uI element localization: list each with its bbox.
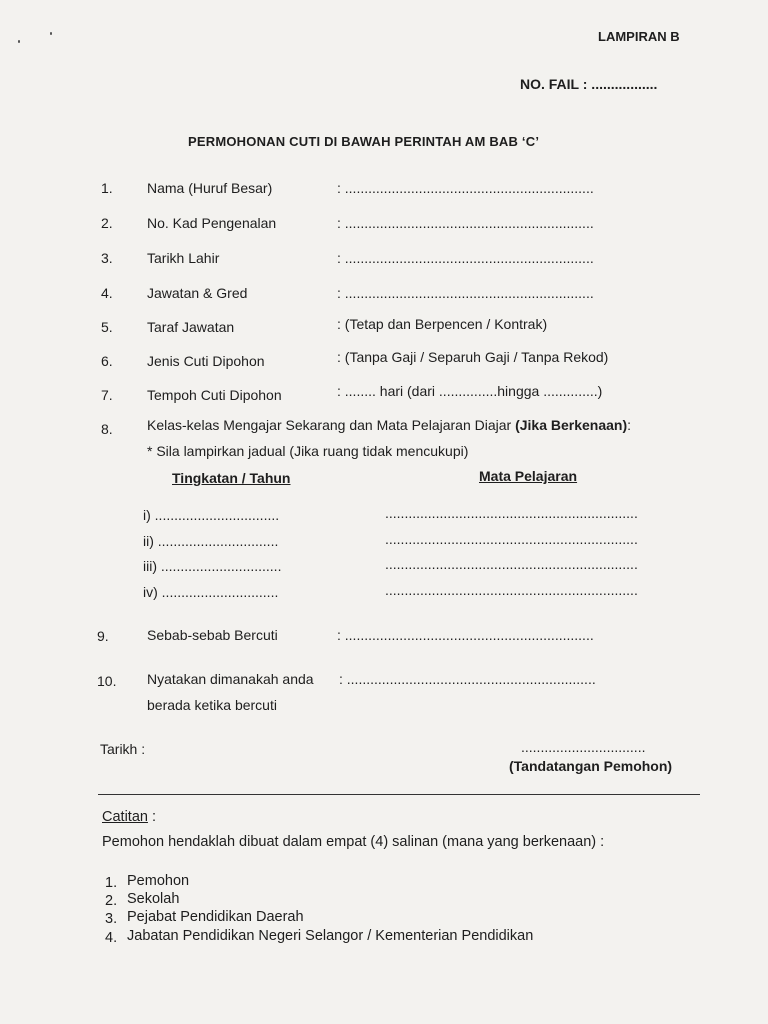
class-level-input[interactable]: i) ................................ (143, 507, 280, 523)
list-item: Pejabat Pendidikan Daerah (127, 909, 304, 925)
class-level-input[interactable]: iii) ............................... (143, 558, 282, 574)
column-header-subject: Mata Pelajaran (479, 468, 578, 484)
field-options-leave-type[interactable]: : (Tanpa Gaji / Separuh Gaji / Tanpa Rekod) (337, 349, 609, 365)
field-options-status[interactable]: : (Tetap dan Berpencen / Kontrak) (337, 316, 548, 332)
notes-heading-text: Catitan (102, 809, 148, 825)
field-label-location: Nyatakan dimanakah anda (147, 671, 314, 687)
class-subject-input[interactable]: ................................................................. (385, 556, 638, 572)
field-input-duration[interactable]: : ........ hari (dari ...............hingga ..............) (337, 383, 603, 399)
notes-heading-colon: : (147, 809, 157, 825)
column-header-level: Tingkatan / Tahun (172, 470, 291, 486)
item-number: 4. (101, 285, 113, 301)
field-label-reason: Sebab-sebab Bercuti (147, 627, 278, 643)
list-item-number: 1. (105, 875, 118, 891)
list-item: Pemohon (127, 873, 190, 889)
field-label-position: Jawatan & Gred (147, 285, 248, 301)
field-input-location[interactable]: : ................................................................ (339, 671, 596, 687)
list-item-number: 4. (105, 930, 118, 946)
item-number: 9. (97, 628, 109, 644)
list-item: Jabatan Pendidikan Negeri Selangor / Kementerian Pendidikan (127, 928, 534, 944)
item-number: 1. (101, 180, 113, 196)
item-number: 6. (101, 353, 113, 369)
file-number-field[interactable]: NO. FAIL : ................. (520, 76, 658, 92)
field-label-dob: Tarikh Lahir (147, 250, 220, 266)
scan-speck (18, 40, 20, 43)
list-item: Sekolah (127, 891, 180, 907)
class-subject-input[interactable]: ................................................................. (385, 531, 638, 547)
attach-note: * Sila lampirkan jadual (Jika ruang tidak mencukupi) (147, 443, 469, 459)
list-item-number: 2. (105, 893, 118, 909)
field-label-location-cont: berada ketika bercuti (147, 697, 277, 713)
field-label-name: Nama (Huruf Besar) (147, 180, 273, 196)
divider (98, 794, 700, 795)
classes-heading-colon: : (627, 417, 632, 433)
item-number: 10. (97, 673, 117, 689)
field-input-dob[interactable]: : ................................................................ (337, 250, 594, 266)
lampiran-label: LAMPIRAN B (598, 29, 680, 44)
class-subject-input[interactable]: ................................................................. (385, 505, 638, 521)
list-item-number: 3. (105, 911, 118, 927)
item-number: 2. (101, 215, 113, 231)
form-title: PERMOHONAN CUTI DI BAWAH PERINTAH AM BAB ‘C’ (188, 134, 540, 149)
field-input-ic[interactable]: : ................................................................ (337, 215, 594, 231)
date-label: Tarikh : (100, 741, 146, 757)
signature-line[interactable]: ................................ (521, 739, 646, 755)
field-label-ic: No. Kad Pengenalan (147, 215, 277, 231)
field-label-status: Taraf Jawatan (147, 319, 235, 335)
class-level-input[interactable]: ii) ............................... (143, 533, 279, 549)
class-level-input[interactable]: iv) .............................. (143, 584, 279, 600)
item-number: 8. (101, 421, 113, 437)
classes-heading-text: Kelas-kelas Mengajar Sekarang dan Mata Pelajaran Diajar (147, 417, 516, 433)
field-input-reason[interactable]: : ................................................................ (337, 627, 594, 643)
field-input-name[interactable]: : ................................................................ (337, 180, 594, 196)
scan-speck (50, 32, 52, 35)
classes-heading-condition: (Jika Berkenaan) (515, 417, 628, 433)
notes-intro: Pemohon hendaklah dibuat dalam empat (4) salinan (mana yang berkenaan) : (102, 834, 605, 850)
classes-heading (147, 417, 631, 433)
signature-caption: (Tandatangan Pemohon) (509, 758, 673, 774)
field-input-position[interactable]: : ................................................................ (337, 285, 594, 301)
item-number: 7. (101, 387, 113, 403)
field-label-leave-type: Jenis Cuti Dipohon (147, 353, 265, 369)
item-number: 3. (101, 250, 113, 266)
field-label-duration: Tempoh Cuti Dipohon (147, 387, 282, 403)
class-subject-input[interactable]: ................................................................. (385, 582, 638, 598)
item-number: 5. (101, 319, 113, 335)
notes-heading (102, 809, 156, 825)
